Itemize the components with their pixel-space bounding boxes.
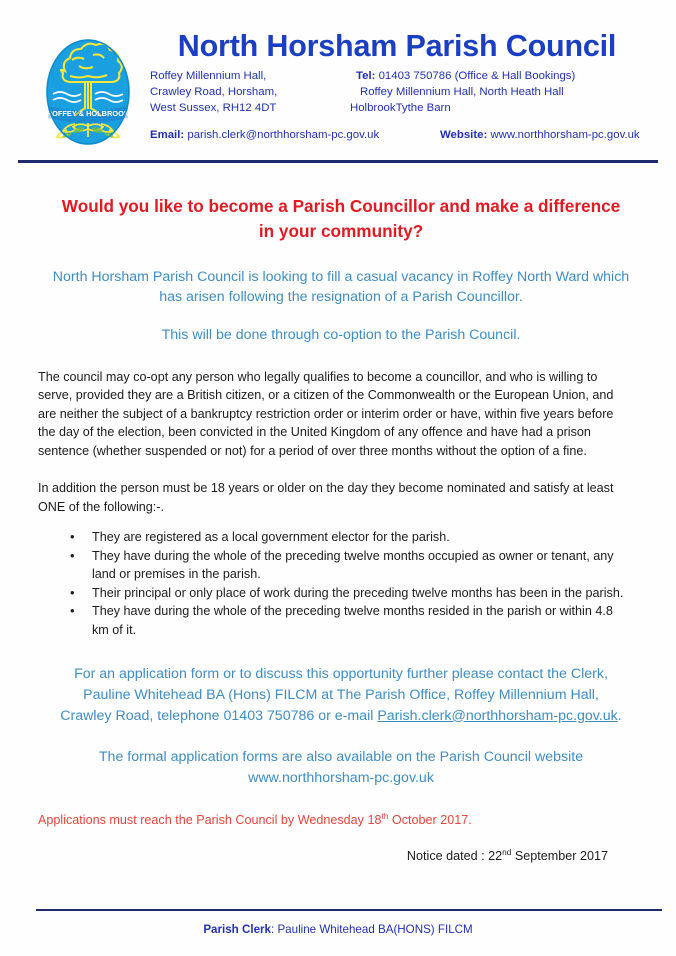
parish-clerk-name: Pauline Whitehead BA(HONS) FILCM: [277, 923, 473, 936]
notice-body: [0, 194, 676, 863]
notice-date-ordinal-suffix: nd: [502, 846, 512, 857]
postal-address: [142, 68, 350, 117]
venue-line-2: HolbrookTythe Barn: [350, 102, 451, 115]
telephone-value: 01403 750786 (Office & Hall Bookings): [378, 70, 576, 83]
council-logo: [40, 30, 136, 146]
page-title: North Horsham Parish Council: [177, 29, 617, 63]
email-label: Email:: [150, 128, 185, 141]
crest-banner-text: ROFFEY & HOLBROOK: [46, 109, 130, 118]
contact-row: [142, 129, 658, 141]
deadline-text-before: Applications must reach the Parish Council by Wednesday 18: [38, 812, 382, 827]
intro-paragraph-2: This will be done through co-option to the Parish Council.: [161, 327, 521, 344]
venues-and-phone: [350, 68, 658, 117]
footer-divider: [36, 909, 662, 911]
deadline-text-after: October 2017.: [388, 812, 472, 827]
age-criteria-paragraph: In addition the person must be 18 years or older on the day they become nominated and satisfy at least ONE of the following:-.: [38, 481, 614, 514]
header-website: [440, 129, 658, 141]
address-line-3: West Sussex, RH12 4DT: [150, 102, 277, 115]
website-url[interactable]: www.northhorsham-pc.gov.uk: [248, 770, 434, 787]
intro-paragraph-1: North Horsham Parish Council is looking to fill a casual vacancy in Roffey North Ward which has arisen following the resignation of a Parish Councillor.: [52, 268, 630, 306]
notice-date-after: September 2017: [511, 848, 608, 863]
email-value[interactable]: parish.clerk@northhorsham-pc.gov.uk: [187, 128, 380, 141]
clerk-contact-text: For an application form or to discuss this opportunity further please contact the Clerk, Pauline Whitehead BA (Hons) FILCM at The Parish Office, Roffey Millennium Hall, Crawley Road, telephone 01403 750786 or e-mail: [60, 666, 608, 724]
address-line-2: Crawley Road, Horsham,: [150, 86, 278, 99]
header-email: [150, 129, 440, 141]
notice-date-before: Notice dated : 22: [406, 848, 503, 863]
letterhead-text: [136, 30, 658, 141]
criteria-list: [38, 528, 644, 639]
list-item: • They have during the whole of the preceding twelve months occupied as owner or tenant, any land or premises in the parish.: [68, 547, 626, 584]
deadline-ordinal-suffix: th: [381, 810, 389, 821]
telephone-label: Tel:: [356, 70, 376, 83]
list-item: • Their principal or only place of work during the preceding twelve months has been in the parish.: [68, 584, 626, 603]
header-divider: [18, 160, 658, 163]
address-row: [142, 68, 658, 117]
deadline-notice: [38, 810, 644, 827]
clerk-contact-paragraph: [56, 664, 626, 726]
venue-line-1: Roffey Millennium Hall, North Heath Hall: [360, 86, 564, 99]
website-paragraph: [56, 747, 626, 788]
eligibility-paragraph: The council may co-opt any person who legally qualifies to become a councillor, and who is willing to serve, provided they are a British citizen, or a citizen of the Commonwealth or the European Union, and are neither the subject of a bankruptcy restriction order or interim order or have, within five years before the day of the election, been convicted in the United Kingdom of any offence and have had a prison sentence (whether suspended or not) for a period of over three months without the option of a fine.: [38, 369, 614, 458]
notice-date: [38, 846, 608, 863]
roffey-holbrook-crest-icon: [45, 38, 131, 146]
website-paragraph-text: The formal application forms are also available on the Parish Council website: [98, 749, 584, 766]
footer-separator: :: [270, 923, 278, 936]
footer: [0, 923, 676, 936]
list-item: • They have during the whole of the preceding twelve months resided in the parish or within 4.8 km of it.: [68, 602, 626, 639]
website-value[interactable]: www.northhorsham-pc.gov.uk: [490, 128, 640, 141]
clerk-email-link[interactable]: Parish.clerk@northhorsham-pc.gov.uk: [377, 707, 618, 724]
parish-clerk-label: Parish Clerk: [203, 923, 271, 936]
letterhead-header: [0, 0, 676, 146]
headline: Would you like to become a Parish Councillor and make a difference in your community?: [61, 196, 621, 241]
address-line-1: Roffey Millennium Hall,: [150, 70, 267, 83]
telephone-line: [356, 68, 658, 84]
website-label: Website:: [440, 128, 488, 141]
list-item: • They are registered as a local government elector for the parish.: [68, 528, 626, 547]
clerk-contact-text-end: .: [617, 707, 622, 724]
